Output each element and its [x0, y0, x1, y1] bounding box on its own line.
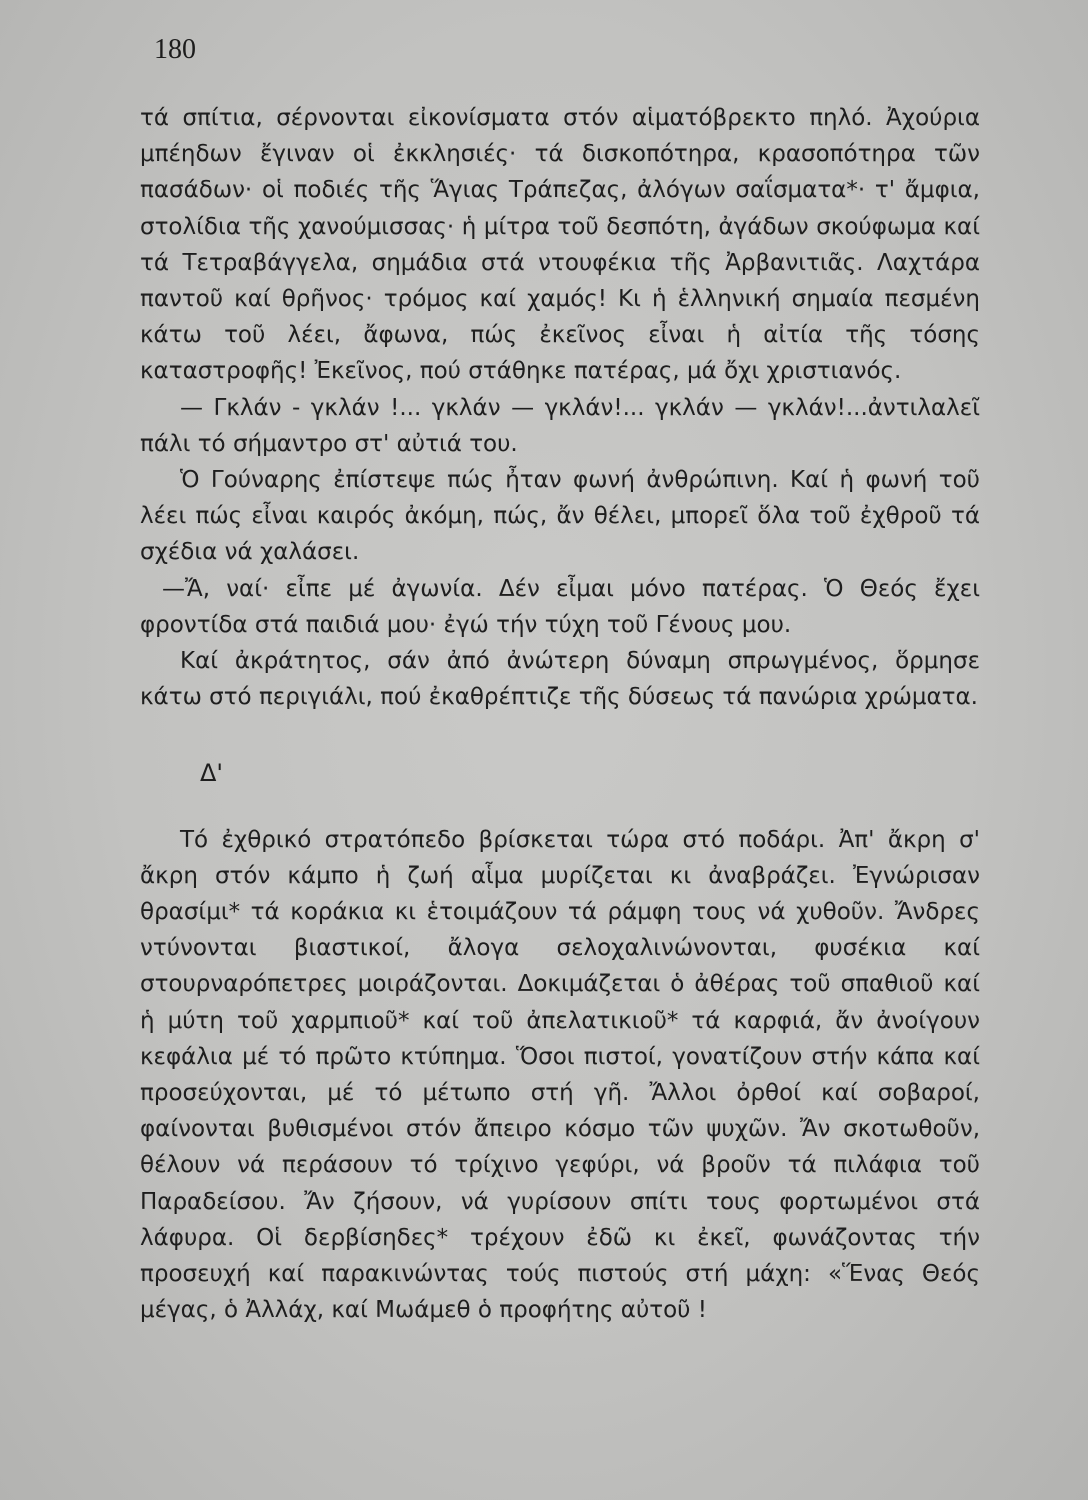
paragraph: Καί ἀκράτητος, σάν ἀπό ἀνώτερη δύναμη σπρωγμένος, ὅρμησε κάτω στό περιγιάλι, πού ἐκαθρέπτιζε τῆς δύσεως τά πανώρια χρώματα. — [140, 648, 980, 711]
paragraph: τά σπίτια, σέρνονται εἰκονίσματα στόν αἱματόβρεκτο πηλό. Ἀχούρια μπέηδων ἔγιναν οἱ ἐκκλησιές· τά δισκοπότηρα, κρασοπότηρα τῶν πασάδων· οἱ ποδιές τῆς Ἅγιας Τράπεζας, ἀλόγων σαΐσματα*· τ' ἄμφια, στολίδια τῆς χανούμισσας· ἡ μίτρα τοῦ δεσπότη, ἀγάδων σκούφωμα καί τά Τετραβάγγελα, σημάδια στά ντουφέκια τῆς Ἀρβανιτιᾶς. Λαχτάρα παντοῦ καί θρῆνος· τρόμος καί χαμός! Κι ἡ ἑλληνική σημαία πεσμένη κάτω τοῦ λέει, ἄφωνα, πώς ἐκεῖνος εἶναι ἡ αἰτία τῆς τόσης καταστροφῆς! Ἐκεῖνος, πού στάθηκε πατέρας, μά ὄχι χριστιανός. — [140, 105, 980, 385]
paragraph: —Ἄ, ναί· εἶπε μέ ἀγωνία. Δέν εἶμαι μόνο πατέρας. Ὁ Θεός ἔχει φροντίδα στά παιδιά μου· ἐγώ τήν τύχη τοῦ Γένους μου. — [140, 575, 980, 638]
page-number: 180 — [154, 34, 196, 65]
body-text — [140, 100, 980, 1329]
paragraph: Ὁ Γούναρης ἐπίστεψε πώς ἦταν φωνή ἀνθρώπινη. Καί ἡ φωνή τοῦ λέει πώς εἶναι καιρός ἀκόμη, πώς, ἄν θέλει, μπορεῖ ὅλα τοῦ ἐχθροῦ τά σχέδια νά χαλάσει. — [140, 467, 980, 566]
section-heading: Δ' — [200, 759, 224, 788]
paragraph: Τό ἐχθρικό στρατόπεδο βρίσκεται τώρα στό ποδάρι. Ἀπ' ἄκρη σ' ἄκρη στόν κάμπο ἡ ζωή αἷμα μυρίζεται κι ἀναβράζει. Ἐγνώρισαν θρασίμι* τά κοράκια κι ἑτοιμάζουν τά ράμφη τους νά χυθοῦν. Ἄνδρες ντύνονται βιαστικοί, ἄλογα σελοχαλινώνονται, φυσέκια καί στουρναρόπετρες μοιράζονται. Δοκιμάζεται ὁ ἀθέρας τοῦ σπαθιοῦ καί ἡ μύτη τοῦ χαρμπιοῦ* καί τοῦ ἀπελατικιοῦ* τά καρφιά, ἄν ἀνοίγουν κεφάλια μέ τό πρῶτο κτύπημα. Ὅσοι πιστοί, γονατίζουν στήν κάπα καί προσεύχονται, μέ τό μέτωπο στή γῆ. Ἄλλοι ὀρθοί καί σοβαροί, φαίνονται βυθισμένοι στόν ἄπειρο κόσμο τῶν ψυχῶν. Ἄν σκοτωθοῦν, θέλουν νά περάσουν τό τρίχινο γεφύρι, νά βροῦν τά πιλάφια τοῦ Παραδείσου. Ἄν ζήσουν, νά γυρίσουν σπίτι τους φορτωμένοι στά λάφυρα. Οἱ δερβίσηδες* τρέχουν ἐδῶ κι ἐκεῖ, φωνάζοντας τήν προσευχή καί παρακινώντας τούς πιστούς στή μάχη: «Ἕνας Θεός μέγας, ὁ Ἀλλάχ, καί Μωάμεθ ὁ προφήτης αὐτοῦ ! — [140, 826, 980, 1324]
paragraph: — Γκλάν - γκλάν !... γκλάν — γκλάν!... γκλάν — γκλάν!...ἀντιλαλεῖ πάλι τό σήμαντρο στ' αὐτιά του. — [140, 394, 980, 457]
